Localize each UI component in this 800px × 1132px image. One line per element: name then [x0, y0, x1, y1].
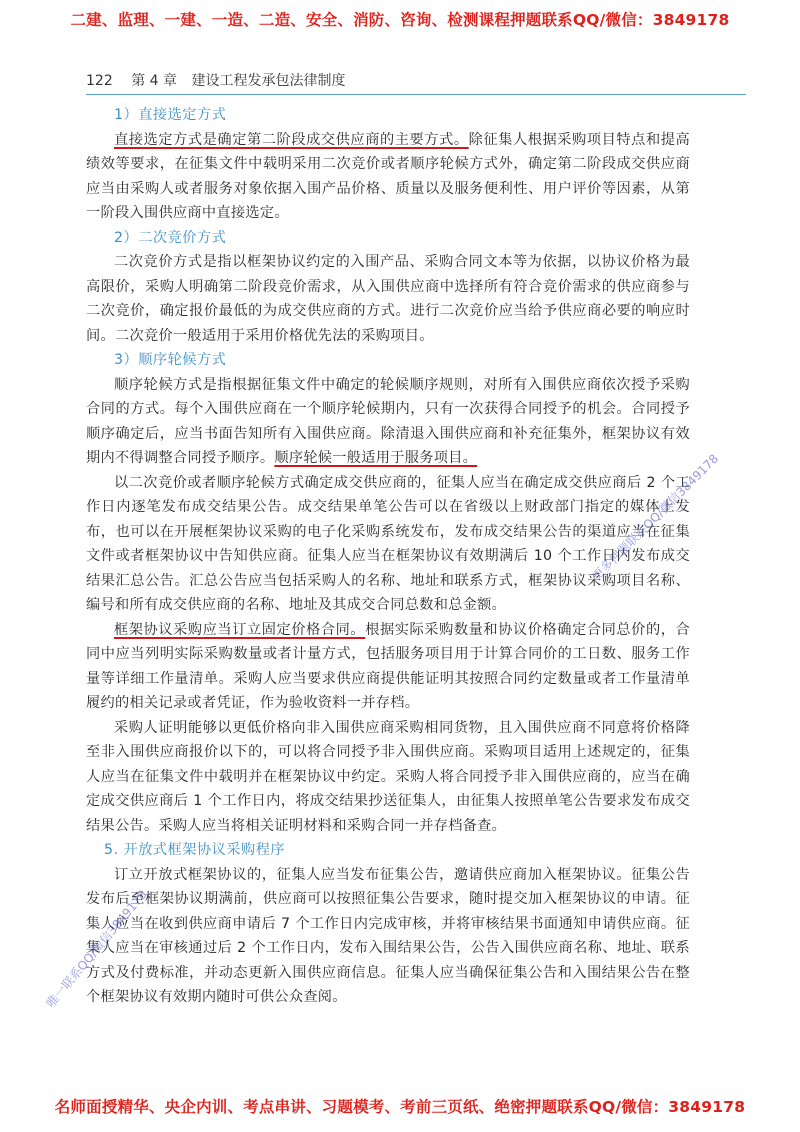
- page-header: [86, 70, 345, 90]
- paragraph: 采购人证明能够以更低价格向非入围供应商采购相同货物，且入围供应商不同意将价格降至非入围供应商报价以下的，可以将合同授予非入围供应商。采购项目适用上述规定的，征集人应当在征集文件中载明并在框架协议中约定。采购人将合同授予非入围供应商的，应当在确定成交供应商后 1 个工作日内，将成交结果抄送征集人，由征集人按照单笔公告要求发布成交结果公告。采购人应当将相关证明材料和采购合同一并存档备查。: [86, 719, 690, 834]
- page-body: [86, 103, 690, 1010]
- underlined-key-sentence: 框架协议采购应当订立固定价格合同。: [114, 621, 366, 638]
- paragraph: 二次竞价方式是指以框架协议约定的入围产品、采购合同文本等为依据，以协议价格为最高限价，采购人明确第二阶段竞价需求，从入围供应商中选择所有符合竞价需求的供应商参与二次竞价，确定报价最低的为成交供应商的方式。进行二次竞价应当给予供应商必要的响应时间。二次竞价一般适用于采用价格优先法的采购项目。: [86, 254, 690, 344]
- paragraph: 订立开放式框架协议的，征集人应当发布征集公告，邀请供应商加入框架协议。征集公告发布后至框架协议期满前，供应商可以按照征集公告要求，随时提交加入框架协议的申请。征集人应当在收到供应商申请后 7 个工作日内完成审核，并将审核结果书面通知申请供应商。征集人应当在审核通过后 2 个工作日内，发布入围结果公告，公告入围供应商名称、地址、联系方式及付费标准，并动态更新入围供应商信息。征集人应当确保征集公告和入围结果公告在整个框架协议有效期内随时可供公众查阅。: [86, 866, 690, 1005]
- header-rule: [86, 94, 746, 95]
- paragraph-text: 根据实际采购数量和协议价格确定合同总价的，合同中应当列明实际采购数量或者计量方式，包括服务项目用于计算合同价的工日数、服务工作量等详细工作量清单。采购人应当要求供应商提供能证明其按照合同约定数量或者工作量清单履约的相关记录或者凭证，作为验收资料一并存档。: [86, 621, 690, 711]
- section-heading-sequential-rotation: 3）顺序轮候方式: [114, 352, 227, 368]
- paragraph: [86, 128, 690, 226]
- top-promo-banner: 二建、监理、一建、一造、二造、安全、消防、咨询、检测课程押题联系QQ/微信：3849178: [70, 11, 730, 29]
- paragraph: [86, 618, 690, 716]
- underlined-key-sentence: 直接选定方式是确定第二阶段成交供应商的主要方式。: [114, 131, 469, 148]
- page-number: 122: [86, 73, 113, 89]
- underlined-key-sentence: 顺序轮候一般适用于服务项目。: [274, 450, 478, 466]
- paragraph-text: 顺序轮候方式是指根据征集文件中确定的轮候顺序规则，对所有入围供应商依次授予采购合同的方式。每个入围供应商在一个顺序轮候期内，只有一次获得合同授予的机会。合同授予顺序确定后，应当书面告知所有入围供应商。除清退入围供应商和补充征集外，框架协议有效期内不得调整合同授予顺序。: [86, 376, 690, 466]
- watermark-text-right: 更多押题联系QQ/微信3849178: [589, 451, 722, 584]
- paragraph-text: 除征集人根据采购项目特点和提高绩效等要求，在征集文件中载明采用二次竞价或者顺序轮候方式外，确定第二阶段成交供应商应当由采购人或者服务对象依据入围产品价格、质量以及服务便利性、用户评价等因素，从第一阶段入围供应商中直接选定。: [86, 131, 690, 221]
- paragraph: [86, 373, 690, 471]
- watermark-text-left: 唯一联系QQ/微信3849178: [43, 887, 150, 1011]
- paragraph: 以二次竞价或者顺序轮候方式确定成交供应商的，征集人应当在确定成交供应商后 2 个工作日内逐笔发布成交结果公告。成交结果单笔公告可以在省级以上财政部门指定的媒体上发布，也可以在开展框架协议采购的电子化采购系统发布，发布成交结果公告的渠道应当在征集文件或者框架协议中告知供应商。征集人应当在框架协议有效期满后 10 个工作日内发布成交结果汇总公告。汇总公告应当包括采购人的名称、地址和联系方式，框架协议采购项目名称、编号和所有成交供应商的名称、地址及其成交合同总数和总金额。: [86, 474, 690, 613]
- section-heading-open-framework: 5. 开放式框架协议采购程序: [104, 842, 286, 858]
- section-heading-direct-selection: 1）直接选定方式: [114, 107, 227, 123]
- section-heading-secondary-bidding: 2）二次竞价方式: [114, 229, 227, 246]
- chapter-number: 第 4 章: [131, 73, 177, 89]
- bottom-promo-banner: 名师面授精华、央企内训、考点串讲、习题模考、考前三页纸、绝密押题联系QQ/微信：3849178: [54, 1098, 746, 1116]
- chapter-title: 建设工程发承包法律制度: [191, 73, 346, 89]
